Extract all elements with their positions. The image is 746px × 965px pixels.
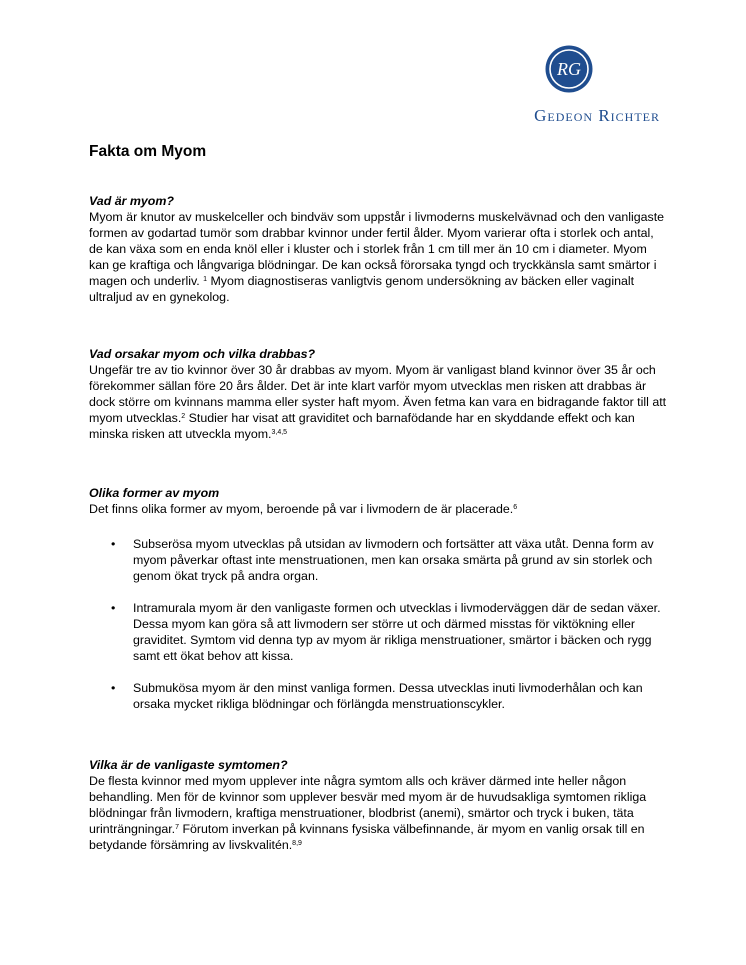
section-heading: Vad orsakar myom och vilka drabbas? xyxy=(89,347,316,361)
section-body: De flesta kvinnor med myom upplever inte några symtom alls och kräver därmed inte heller någon behandling. Men för de kvinnor som upplever besvär med myom är de huvudsakliga symtomen rikliga blödningar från livmodern, kraftiga menstruationer, blodbrist (anemi), smärtor och tryck i buken, täta urinträngningar.$^7$ Förutom inverkan på kvinnans fysiska välbefinnande, är myom en vanlig orsak till en betydande försämring av livskvalitén.$^{8,9}$ xyxy=(89,774,647,852)
footnote-ref: 8,9 xyxy=(292,840,302,847)
page-title: Fakta om Myom xyxy=(89,143,207,160)
bullet-icon: • xyxy=(111,537,116,551)
myoma-forms-list xyxy=(89,536,669,728)
section-heading: Vilka är de vanligaste symtomen? xyxy=(89,758,288,772)
section-forms xyxy=(89,485,669,517)
section-causes xyxy=(89,346,669,442)
bullet-icon: • xyxy=(111,601,116,615)
list-item: • Subserösa myom utvecklas på utsidan av livmodern och fortsätter att växa utåt. Denna form av myom påverkar oftast inte menstruationen, men kan orsaka smärta på grund av sin storlek och genom ökat tryck på andra organ. xyxy=(111,537,654,583)
section-body: Det finns olika former av myom, beroende på var i livmodern de är placerade.$^6$ xyxy=(89,502,518,516)
rg-monogram-icon xyxy=(544,44,594,94)
list-item: • Submukösa myom är den minst vanliga formen. Dessa utvecklas inuti livmoderhålan och kan orsaka mycket rikliga blödningar och förlängda menstruationscykler. xyxy=(111,681,643,711)
section-body: Myom är knutor av muskelceller och bindväv som uppstår i livmoderns muskelvävnad och den vanligaste formen av godartad tumör som drabbar kvinnor under fertil ålder. Myom varierar ofta i storlek och antal, de kan växa som en enda knöl eller i kluster och i storlek från 1 cm till mer än 10 cm i diameter. Myom kan ge kraftiga och långvariga blödningar. De kan också förorsaka tyngd och tryckkänsla samt smärtor i magen och underliv. $^1$ Myom diagnostiseras vanligtvis genom undersökning av bäcken eller vaginalt ultraljud av en gynekolog. xyxy=(89,210,665,304)
footnote-ref: 2 xyxy=(181,413,186,420)
footnote-ref: 6 xyxy=(513,504,518,511)
footnote-ref: 7 xyxy=(175,824,180,831)
list-item: • Intramurala myom är den vanligaste formen och utvecklas i livmoderväggen där de sedan växer. Dessa myom kan göra så att livmodern ser större ut och därmed misstas för viktökning eller graviditet. Symtom vid denna typ av myom är rikliga menstruationer, smärtor i bäcken och rygg samt ett ökat behov att kissa. xyxy=(111,601,661,663)
section-heading: Olika former av myom xyxy=(89,486,220,500)
company-logo xyxy=(474,44,660,134)
section-body: Ungefär tre av tio kvinnor över 30 år drabbas av myom. Myom är vanligast bland kvinnor över 35 år och förekommer sällan före 20 års ålder. Det är inte klart varför myom utvecklas men risken att drabbas är dock större om kvinnans mamma eller syster haft myom. Även fetma kan vara en bidragande faktor till att myom utvecklas.$^2$ Studier har visat att graviditet och barnafödande har en skyddande effekt och kan minska risken att utveckla myom.$^{3,4,5}$ xyxy=(89,363,667,441)
company-name: Gedeon Richter xyxy=(534,106,660,125)
logo-monogram: RG xyxy=(557,59,581,79)
section-what-is-myoma xyxy=(89,193,669,305)
footnote-ref: 1 xyxy=(203,276,208,283)
bullet-icon: • xyxy=(111,681,116,695)
section-heading: Vad är myom? xyxy=(89,194,174,208)
section-symptoms xyxy=(89,757,669,853)
footnote-ref: 3,4,5 xyxy=(271,429,288,436)
